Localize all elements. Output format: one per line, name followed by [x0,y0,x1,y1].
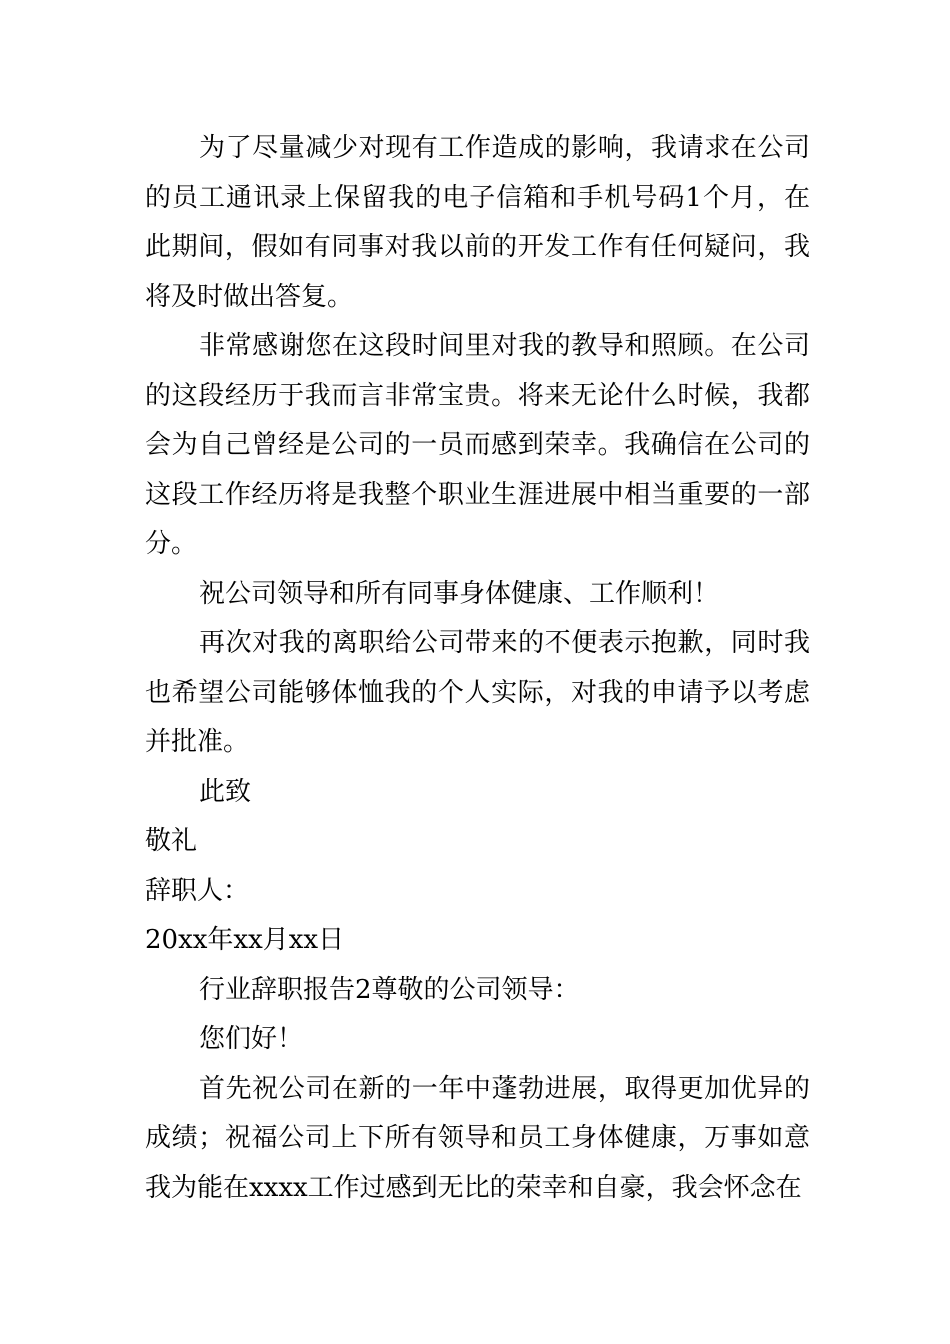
paragraph-wishes: 祝公司领导和所有同事身体健康、工作顺利！ [199,578,720,609]
greeting: 您们好！ [199,1024,304,1054]
paragraph-opening: 首先祝公司在新的一年中蓬勃进展，取得更加优异的成绩；祝福公司上下所有领导和员工身体健康，万事如意我为能在xxxx工作过感到无比的荣幸和自豪，我会怀念在 [145,1073,810,1203]
closing-regards: 敬礼 [145,826,198,856]
paragraph-apology: 再次对我的离职给公司带来的不便表示抱歉，同时我也希望公司能够体恤我的个人实际，对我的申请予以考虑并批准。 [145,628,810,757]
letter-date: 20xx年xx月xx日 [145,925,345,955]
report-heading: 行业辞职报告2尊敬的公司领导： [199,974,580,1005]
signer-label: 辞职人： [145,875,250,906]
paragraph-gratitude: 非常感谢您在这段时间里对我的教导和照顾。在公司的这段经历于我而言非常宝贵。将来无论什么时候，我都会为自己曾经是公司的一员而感到荣幸。我确信在公司的这段工作经历将是我整个职业生涯进展中相当重要的一部分。 [145,331,810,559]
paragraph-contact-retention: 为了尽量减少对现有工作造成的影响，我请求在公司的员工通讯录上保留我的电子信箱和手机号码1个月，在此期间，假如有同事对我以前的开发工作有任何疑问，我将及时做出答复。 [145,133,810,312]
closing-salutation: 此致 [199,776,252,807]
document-page [145,124,810,1213]
